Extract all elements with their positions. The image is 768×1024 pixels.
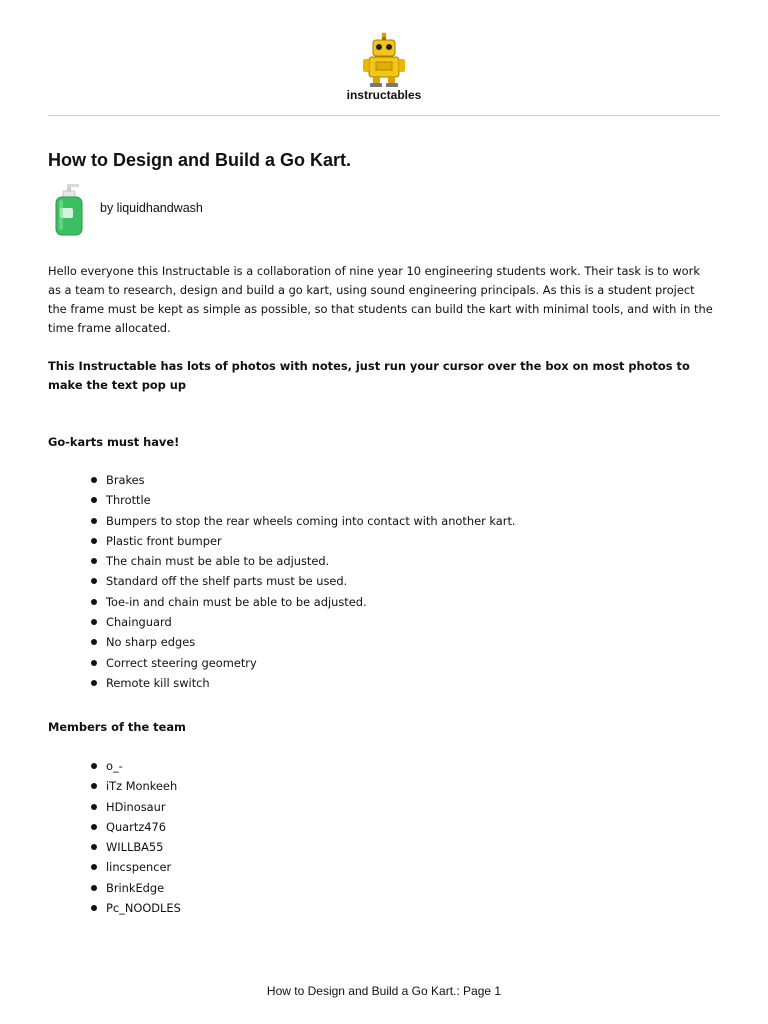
- page-title: How to Design and Build a Go Kart.: [48, 150, 352, 170]
- list-item: Bumpers to stop the rear wheels coming into contact with another kart.: [70, 511, 516, 531]
- list-item: iTz Monkeeh: [70, 776, 181, 796]
- list-item: o_-: [70, 756, 181, 776]
- musts-heading: Go-karts must have!: [48, 435, 180, 449]
- list-item: BrinkEdge: [70, 878, 181, 898]
- list-item: Throttle: [70, 490, 516, 510]
- site-brand[interactable]: instructables: [346, 88, 422, 102]
- list-item: Chainguard: [70, 612, 516, 632]
- list-item: The chain must be able to be adjusted.: [70, 551, 516, 571]
- list-item: No sharp edges: [70, 632, 516, 652]
- list-item: WILLBA55: [70, 837, 181, 857]
- list-item: Remote kill switch: [70, 673, 516, 693]
- list-item: Toe-in and chain must be able to be adjusted.: [70, 592, 516, 612]
- list-item: Brakes: [70, 470, 516, 490]
- intro-paragraph: Hello everyone this Instructable is a collaboration of nine year 10 engineering students work. Their task is to work as a team to research, design and build a go kart, using sound engineering principals. As this is a student project the frame must be kept as simple as possible, so that students can build the kart with minimal tools, and with in the time frame allocated.: [48, 264, 713, 335]
- photo-notes-callout: This Instructable has lots of photos with notes, just run your cursor over the box on most photos to make the text pop up: [48, 359, 690, 392]
- list-item: Plastic front bumper: [70, 531, 516, 551]
- site-header: [0, 0, 768, 116]
- header-divider: [48, 115, 720, 116]
- list-item: lincspencer: [70, 857, 181, 877]
- members-list: [70, 756, 181, 918]
- list-item: Pc_NOODLES: [70, 898, 181, 918]
- list-item: Correct steering geometry: [70, 653, 516, 673]
- members-heading: Members of the team: [48, 720, 186, 734]
- soap-dispenser-icon[interactable]: [52, 182, 86, 238]
- author-byline[interactable]: by liquidhandwash: [100, 201, 203, 215]
- robot-mascot-icon[interactable]: [358, 32, 410, 88]
- list-item: Quartz476: [70, 817, 181, 837]
- list-item: HDinosaur: [70, 797, 181, 817]
- page-footer: How to Design and Build a Go Kart.: Page 1: [266, 984, 502, 998]
- list-item: Standard off the shelf parts must be used.: [70, 571, 516, 591]
- musts-list: [70, 470, 516, 693]
